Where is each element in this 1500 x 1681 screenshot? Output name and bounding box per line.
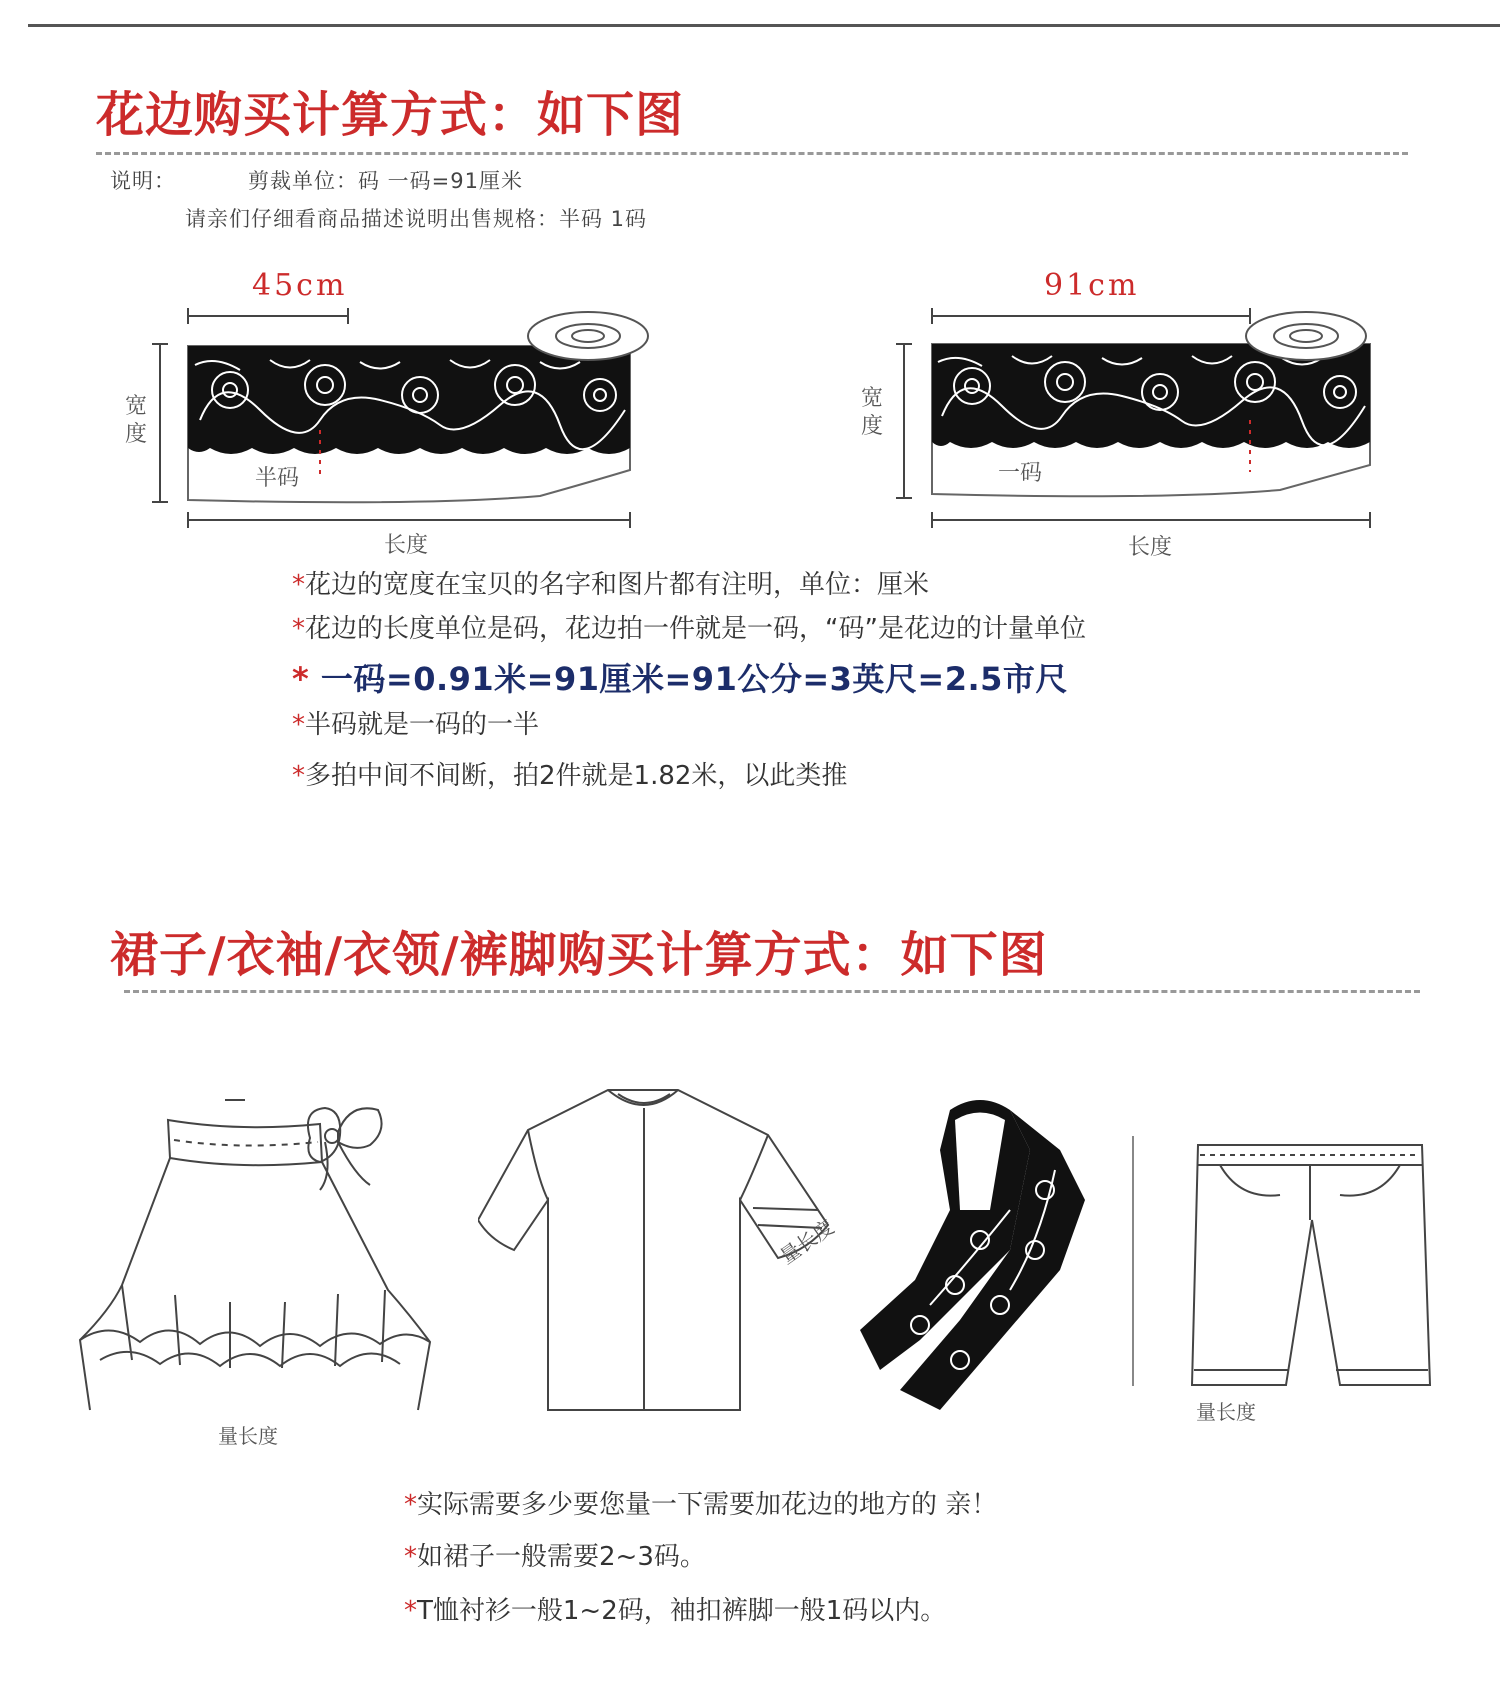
vertical-divider [1132,1136,1134,1386]
note2-line1: *实际需要多少要您量一下需要加花边的地方的 亲！ [404,1490,998,1520]
lace-collar-icon [860,1090,1100,1410]
note2-line2: *如裙子一般需要2~3码。 [404,1542,706,1572]
skirt-icon [70,1080,440,1430]
width-label-right: 宽度 [860,386,883,439]
width-label-left: 宽度 [124,394,147,447]
shirt-measure-label: 量长度 [775,1214,839,1269]
lace-diagram-left [120,300,650,540]
section1-title: 花边购买计算方式：如下图 [96,87,685,143]
section1-divider [96,152,1408,155]
pants-measure-label: 量长度 [1196,1400,1256,1424]
note1-line1: *花边的宽度在宝贝的名字和图片都有注明，单位：厘米 [292,570,930,600]
note1-line4: *半码就是一码的一半 [292,710,540,740]
note1-line2: *花边的长度单位是码，花边拍一件就是一码，“码”是花边的计量单位 [292,614,1086,644]
measure-left: 45cm [252,268,348,303]
skirt-measure-label: 量长度 [218,1424,278,1448]
pants-icon [1180,1140,1440,1400]
conversion-formula: * 一码=0.91米=91厘米=91公分=3英尺=2.5市尺 [292,660,1068,698]
note1-line5: *多拍中间不间断，拍2件就是1.82米，以此类推 [292,761,848,791]
length-label-right: 长度 [1128,535,1173,560]
desc-line1: 剪裁单位：码 一码=91厘米 [248,169,523,193]
desc-line2: 请亲们仔细看商品描述说明出售规格：半码 1码 [185,207,648,231]
measure-right: 91cm [1044,268,1140,303]
section2-title: 裙子/衣袖/衣领/裤脚购买计算方式：如下图 [110,927,1048,983]
note2-line3: *T恤衬衫一般1~2码，袖扣裤脚一般1码以内。 [404,1596,947,1626]
unit-label-left: 半码 [255,466,300,491]
lace-diagram-right [860,300,1390,540]
section2-divider [124,990,1420,993]
desc-label: 说明： [110,169,176,193]
top-divider [28,24,1500,27]
length-label-left: 长度 [384,533,429,558]
unit-label-right: 一码 [998,461,1043,486]
